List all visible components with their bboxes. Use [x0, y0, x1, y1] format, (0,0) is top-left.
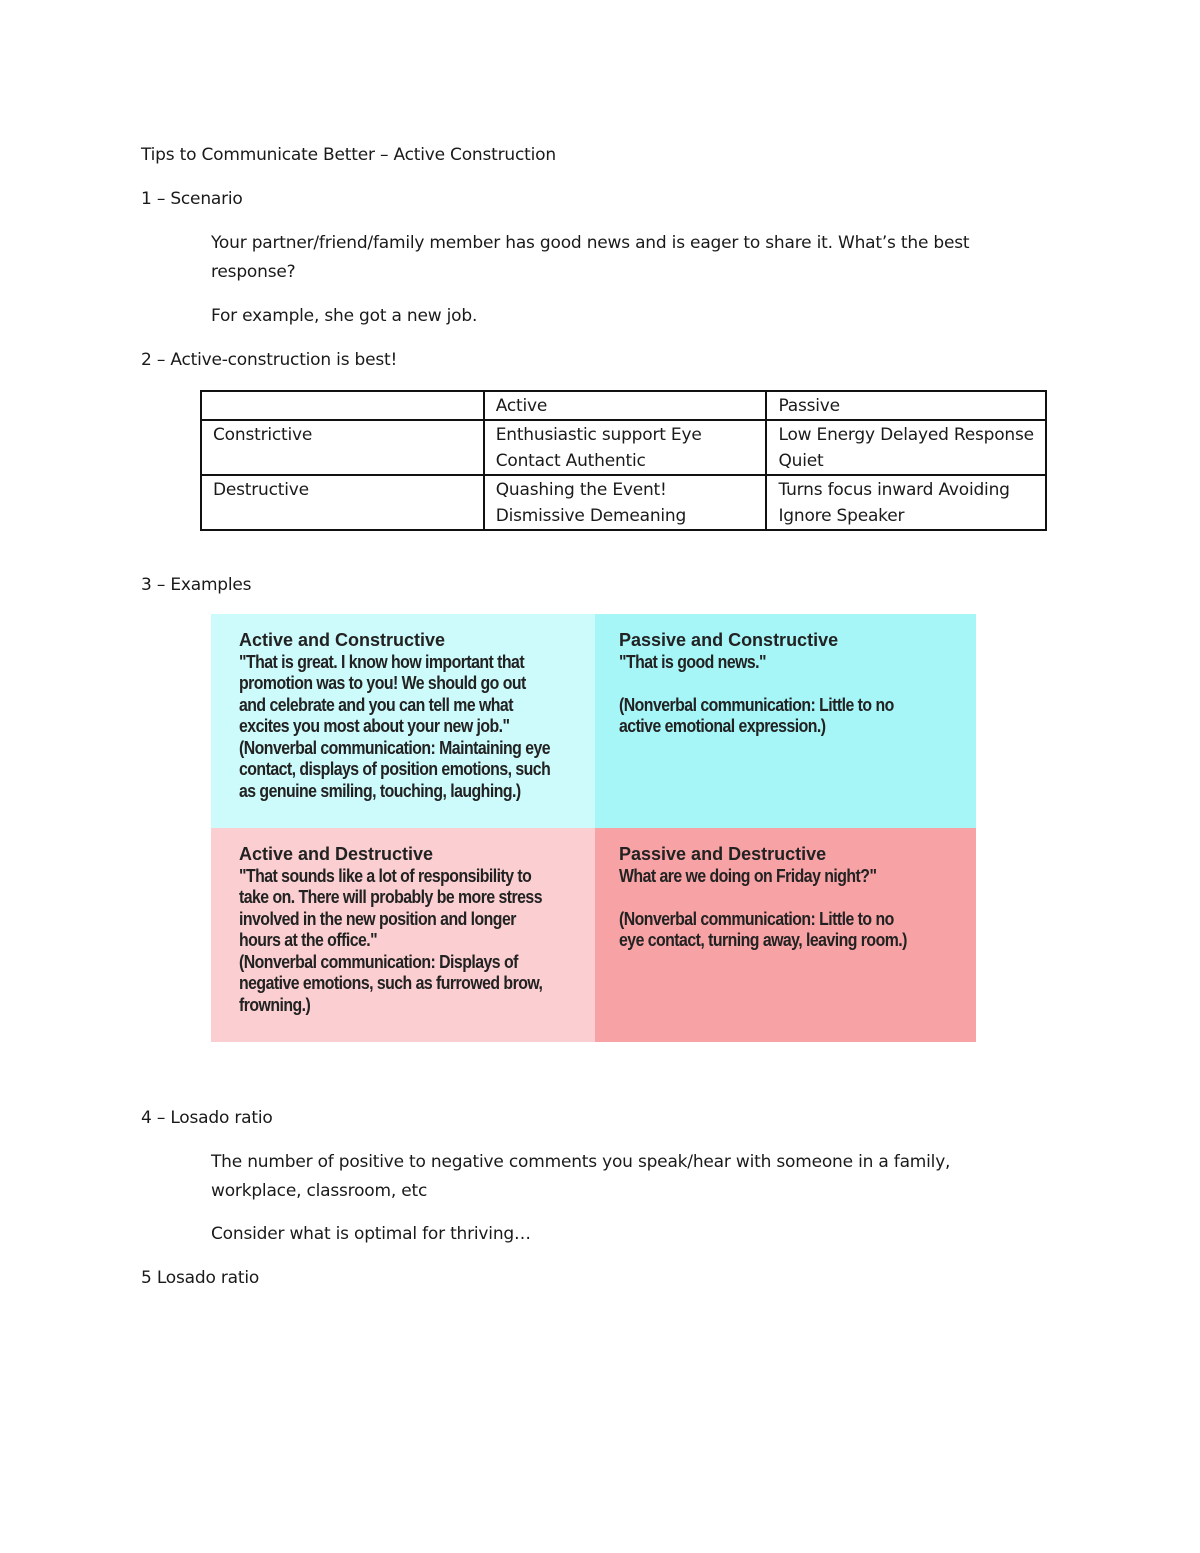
quadrant-body: What are we doing on Friday night?" (Nonverbal communication: Little to no eye contact, turning away, leaving room.)	[619, 865, 907, 950]
quadrant-title: Passive and Constructive	[619, 630, 839, 650]
response-style-table	[200, 390, 1047, 531]
table-cell: Enthusiastic support Eye Contact Authentic	[484, 420, 767, 475]
table-row	[201, 475, 1046, 530]
section-4-title: 4 – Losado ratio	[141, 1108, 273, 1128]
table-header-cell: Passive	[766, 391, 1046, 420]
scenario-paragraph: Your partner/friend/family member has good news and is eager to share it. What’s the best response?	[211, 233, 970, 282]
response-quadrant-figure	[211, 614, 976, 1042]
table-header-row	[201, 391, 1046, 420]
quadrant-title: Passive and Destructive	[619, 844, 827, 864]
section-1-title: 1 – Scenario	[141, 189, 243, 209]
document-title: Tips to Communicate Better – Active Construction	[141, 145, 556, 165]
table-row	[201, 420, 1046, 475]
table-header-cell	[201, 391, 484, 420]
table-header-cell: Active	[484, 391, 767, 420]
quadrant-title: Active and Destructive	[239, 844, 434, 864]
section-2-title: 2 – Active-construction is best!	[141, 350, 398, 370]
quadrant-active-destructive	[211, 828, 595, 1042]
losado-definition-paragraph: The number of positive to negative comments you speak/hear with someone in a family, workplace, classroom, etc	[211, 1152, 951, 1201]
table-cell: Destructive	[201, 475, 484, 530]
quadrant-passive-destructive	[595, 828, 976, 1042]
quadrant-active-constructive	[211, 614, 595, 828]
quadrant-body: "That sounds like a lot of responsibility to take on. There will probably be more stress involved in the new position and longer hours at the office." (Nonverbal communication: Displays of negative emotions, such as furrowed brow, frowning.)	[239, 865, 543, 1015]
table-cell: Constrictive	[201, 420, 484, 475]
section-5-title: 5 Losado ratio	[141, 1268, 260, 1288]
table-cell: Quashing the Event! Dismissive Demeaning	[484, 475, 767, 530]
table-cell: Low Energy Delayed Response Quiet	[766, 420, 1046, 475]
quadrant-title: Active and Constructive	[239, 630, 446, 650]
quadrant-body: "That is great. I know how important that promotion was to you! We should go out and celebrate and you can tell me what excites you most about your new job." (Nonverbal communication: Maintaining eye contact, displays of position emotions, such as genuine smiling, touching, laughing.)	[239, 651, 551, 801]
section-3-title: 3 – Examples	[141, 575, 252, 595]
table-cell: Turns focus inward Avoiding Ignore Speaker	[766, 475, 1046, 530]
losado-consider-paragraph: Consider what is optimal for thriving…	[211, 1224, 531, 1244]
quadrant-body: "That is good news." (Nonverbal communication: Little to no active emotional expression.)	[619, 651, 894, 736]
quadrant-passive-constructive	[595, 614, 976, 828]
example-paragraph: For example, she got a new job.	[211, 306, 478, 326]
